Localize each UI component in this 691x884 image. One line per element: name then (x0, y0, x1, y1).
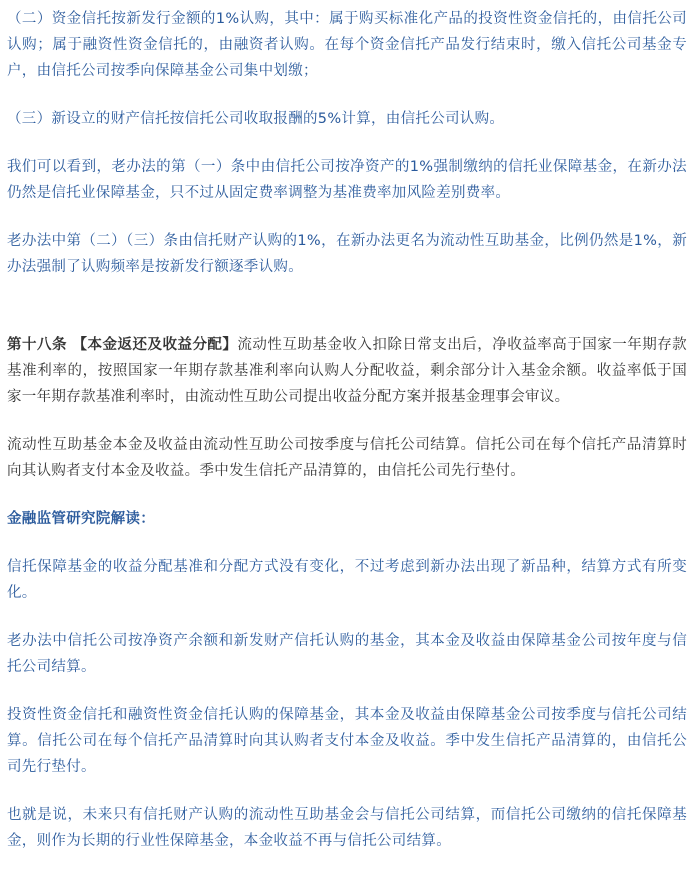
article-18-body: 流动性互助基金收入扣除日常支出后，净收益率高于国家一年期存款基准利率的，按照国家一年期存款基准利率向认购人分配收益，剩余部分计入基金余额。收益率低于国家一年期存款基准利率时，由流动性互助公司提出收益分配方案并报基金理事会审议。 (7, 337, 687, 405)
paragraph-interpretation-4: 也就是说，未来只有信托财产认购的流动性互助基金会与信托公司结算，而信托公司缴纳的信托保障基金，则作为长期的行业性保障基金，本金收益不再与信托公司结算。 (7, 807, 687, 849)
paragraph-analysis-1: 我们可以看到，老办法的第（一）条中由信托公司按净资产的1%强制缴纳的信托业保障基金，在新办法仍然是信托业保障基金，只不过从固定费率调整为基准费率加风险差别费率。 (7, 159, 687, 201)
paragraph-clause-2: （二）资金信托按新发行金额的1%认购，其中：属于购买标准化产品的投资性资金信托的，由信托公司认购；属于融资性资金信托的，由融资者认购。在每个资金信托产品发行结束时，缴入信托公司基金专户，由信托公司按季向保障基金公司集中划缴； (7, 11, 687, 79)
paragraph-analysis-2: 老办法中第（二）（三）条由信托财产认购的1%，在新办法更名为流动性互助基金，比例仍然是1%，新办法强制了认购频率是按新发行额逐季认购。 (7, 233, 687, 275)
paragraph-interpretation-2: 老办法中信托公司按净资产余额和新发财产信托认购的基金，其本金及收益由保障基金公司按年度与信托公司结算。 (7, 633, 687, 675)
interpretation-heading: 金融监管研究院解读： (7, 511, 155, 527)
paragraph-interpretation-3: 投资性资金信托和融资性资金信托认购的保障基金，其本金及收益由保障基金公司按季度与信托公司结算。信托公司在每个信托产品清算时向其认购者支付本金及收益。季中发生信托产品清算的，由信托公司先行垫付。 (7, 707, 687, 775)
article-18-heading: 第十八条 【本金返还及收益分配】 (7, 337, 238, 353)
paragraph-article-18-settlement: 流动性互助基金本金及收益由流动性互助公司按季度与信托公司结算。信托公司在每个信托产品清算时向其认购者支付本金及收益。季中发生信托产品清算的，由信托公司先行垫付。 (7, 437, 687, 479)
paragraph-clause-3: （三）新设立的财产信托按信托公司收取报酬的5%计算，由信托公司认购。 (7, 111, 505, 127)
paragraph-article-18 (7, 332, 687, 410)
paragraph-interpretation-1: 信托保障基金的收益分配基准和分配方式没有变化，不过考虑到新办法出现了新品种，结算方式有所变化。 (7, 559, 687, 601)
